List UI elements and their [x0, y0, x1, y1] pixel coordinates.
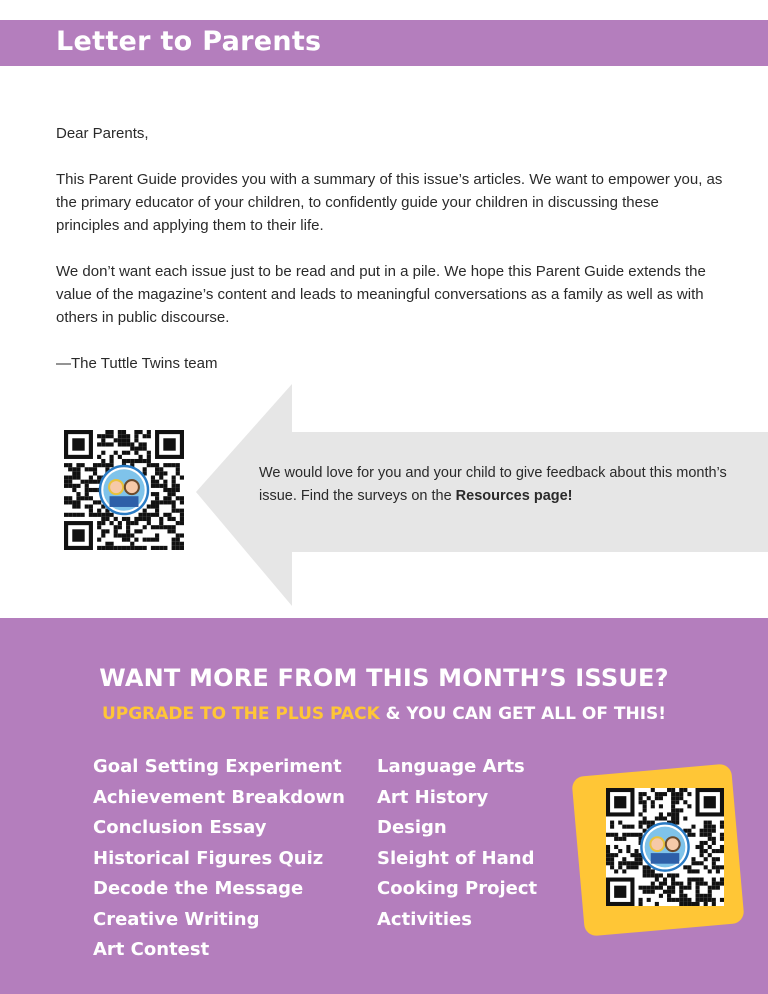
- promo-headline: WANT MORE FROM THIS MONTH’S ISSUE?: [99, 664, 669, 692]
- list-item: Conclusion Essay: [93, 817, 267, 838]
- letter-greeting: Dear Parents,: [56, 125, 149, 142]
- qr-code-icon[interactable]: [64, 430, 184, 550]
- list-item: Design: [377, 817, 447, 838]
- letter-signature: —The Tuttle Twins team: [56, 355, 218, 372]
- feedback-note: [259, 462, 739, 508]
- list-item: Achievement Breakdown: [93, 786, 345, 808]
- list-item: Sleight of Hand: [377, 847, 535, 869]
- plus-pack-list-left: [93, 752, 345, 966]
- page-title: Letter to Parents: [56, 26, 322, 57]
- list-item: Art History: [377, 786, 489, 808]
- letter-paragraph-1: This Parent Guide provides you with a summary of this issue’s articles. We want to empower you, as the primary educator of your children, to confidently guide your children in discussing these principles and applying them to their life.: [56, 171, 723, 234]
- plus-pack-list-right: [377, 752, 537, 935]
- plus-pack-highlight: UPGRADE TO THE PLUS PACK: [101, 704, 380, 724]
- promo-section: [0, 618, 768, 994]
- list-item: Language Arts: [377, 756, 525, 777]
- promo-sub-rest: & YOU CAN GET ALL OF THIS!: [379, 704, 667, 724]
- list-item: Activities: [377, 908, 472, 930]
- letter-paragraph-2: We don’t want each issue just to be read and put in a pile. We hope this Parent Guide extends the value of the magazine’s content and leads to meaningful conversations as a family as well as with others in public discourse.: [56, 263, 706, 326]
- letter-body: [56, 122, 726, 398]
- resources-page-link[interactable]: Resources page!: [455, 488, 573, 504]
- list-item: Art Contest: [93, 939, 210, 960]
- promo-subheadline: [0, 704, 768, 724]
- qr-code-icon[interactable]: [606, 788, 724, 906]
- feedback-text: We would love for you and your child to give feedback about this month’s issue. Find the surveys on the: [259, 465, 727, 504]
- list-item: Cooking Project: [377, 878, 538, 899]
- list-item: Goal Setting Experiment: [93, 756, 342, 777]
- list-item: Historical Figures Quiz: [93, 847, 324, 869]
- header-bar: [0, 20, 768, 66]
- list-item: Decode the Message: [93, 878, 304, 899]
- list-item: Creative Writing: [93, 908, 260, 930]
